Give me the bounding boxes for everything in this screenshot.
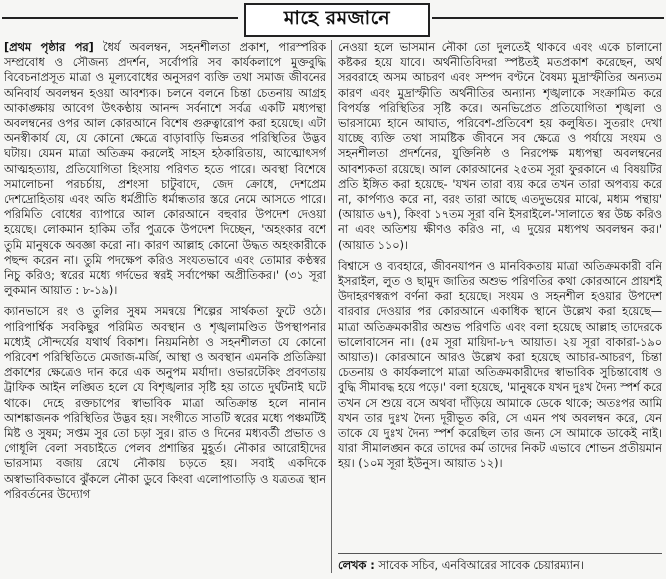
paragraph-text: নেওয়া হলে ভাসমান নৌকা তো দুলতেই থাকবে এবং একে চালানো কষ্টকর হয়ে যাবে। অর্থনীতিবিদরা স্পষ্টতই মতপ্রকাশ করেছেন, অর্থ সরবরাহে অসম আচরণ এবং সম্পদ বণ্টনে বৈষম্য মুদ্রাস্ফীতির অন্যতম কারণ এবং মুদ্রাস্ফীতি অর্থনীতির অন্যান্য শৃঙ্খলাকে সংক্রামিত করে বিপর্যস্ত পরিস্থিতির সৃষ্টি করে। অনভিপ্রেত প্রতিযোগিতা শৃঙ্খলা ও ভারসাম্যে হানে আঘাত, পরিবেশ-প্রতিবেশ হয় কলুষিত। সুতরাং দেখা যাচ্ছে ব্যক্তি তথা সামষ্টিক জীবনে সব ক্ষেত্রে ও পর্যায়ে সংযম ও সহনশীলতা প্রদর্শনের, যুক্তিনিষ্ঠ ও নিরপেক্ষ মধ্যপন্থা অবলম্বনের আবশ্যকতা রয়েছে। আল কোরআনের ২৫তম সূরা ফুরকানে এ বিষয়টির প্রতি ইঙ্গিত করা হয়েছে- 'যখন তারা ব্যয় করে তখন তারা অপব্যয় করে না, কার্পণ্যও করে না, বরং তারা আছে এতদুভয়ের মাঝে, মধ্যম পন্থায়' (আয়াত ৬৭), কিংবা ১৭তম সূরা বনি ইসরাইলে-'সালাতে স্বর উচ্চ করিও না এবং অতিশয় ক্ষীণও করিও না, এ দুয়ের মধ্যপথ অবলম্বন কর।' (আয়াত ১১০)। <box>338 41 662 252</box>
header-rule-left <box>2 17 238 19</box>
page-header <box>0 0 666 36</box>
column-divider <box>331 40 332 573</box>
header-rule-right <box>432 17 664 19</box>
article-paragraph <box>4 304 326 502</box>
paragraph-text: বিশ্বাসে ও ব্যবহারে, জীবনযাপন ও মানবিকতায় মাত্রা অতিক্রমকারী বনি ইসরাইল, লুত ও ছামুদ জাতির অশুভ পরিণতির কথা কোরআনে প্রায়শই উদাহরণস্বরূপ বর্ণনা করা হয়েছে। সংযম ও সহনশীল হওয়ার উপদেশ বারবার দেওয়ার পর কোরআনে একাধিক স্থানে উল্লেখ করা হয়েছে— মাত্রা অতিক্রমকারীর অশুভ পরিণতি এবং বলা হয়েছে আল্লাহ তাদেরকে ভালোবাসেন না। (৫ম সূরা মায়িদা-৮৭ আয়াত। ২য় সূরা বাকারা-১৯০ আয়াত)। কোরআনে আরও উল্লেখ করা হয়েছে আচার-আচরণ, চিন্তা চেতনায় ও কার্যকলাপে মাত্রা অতিক্রমকারীদের স্বাভাবিক সুচিন্তাবোধ ও বুদ্ধি সীমাবদ্ধ হয়ে পড়ে।' বলা হয়েছে, 'মানুষকে যখন দুঃখ দৈন্য স্পর্শ করে তখন সে শুয়ে বসে অথবা দাঁড়িয়ে আমাকে ডেকে থাকে; অতঃপর আমি যখন তার দুঃখ দৈন্য দূরীভূত করি, সে এমন পথ অবলম্বন করে, যেন তাকে যে দুঃখ দৈন্য স্পর্শ করেছিল তার জন্য সে আমাকে ডাকেই নাই। যারা সীমালঙ্ঘন করে তাদের কর্ম তাদের নিকট এভাবে শোভন প্রতীয়মান হয়। (১০ম সূরা ইউনুস। আয়াত ১২)। <box>338 259 662 471</box>
author-byline <box>338 556 662 576</box>
article-paragraph <box>338 40 662 253</box>
byline-rule <box>338 553 662 554</box>
article-paragraph <box>4 40 326 298</box>
paragraph-text: ক্যানভাসে রং ও তুলির সুষম সমন্বয়ে শিল্পের সার্থকতা ফুটে ওঠে। পারিপার্শ্বিক সবকিছুর পরিমিত অবস্থান ও শৃঙ্খলামণ্ডিত উপস্থাপনার মধ্যেই সৌন্দর্যের যথার্থ বিকাশ। নিয়মনিষ্ঠা ও সহনশীলতা যে কোনো পরিবেশ পরিস্থিতিতে মেজাজ-মর্জি, আস্থা ও অবস্থান এমনকি প্রতিক্রিয়া প্রকাশের ক্ষেত্রেও দান করে এক অনুপম মর্যাদা। ওভারটেকিং প্রবণতায় ট্রাফিক আইন লঙ্ঘিত হলে যে বিশৃঙ্খলার সৃষ্টি হয় তাতে দুর্ঘটনাই ঘটে থাকে। দেহে রক্তচাপের স্বাভাবিক মাত্রা অতিক্রান্ত হলে নানান আশঙ্কাজনক পরিস্থিতির উদ্ভব হয়। সংগীতে সাতটি স্বরের মধ্যে পঞ্চমটিই মিষ্ট ও সুষম; সপ্তম সুর তো চড়া সুর। রাত ও দিনের মধ্যবর্তী প্রভাত ও গোধূলি বেলা সবচাইতে পেলব প্রশান্তির মুহূর্ত। নৌকার আরোহীদের ভারসাম্য বজায় রেখে নৌকায় চড়তে হয়। সবাই একদিকে অস্বাভাবিকভাবে ঝুঁকলে নৌকা ডুবে কিংবা এলোপাতাড়ি ও যত্রতত্র স্থান পরিবর্তনের উদ্যোগ <box>4 305 326 501</box>
byline-label: লেখক : <box>338 559 375 572</box>
byline-text: সাবেক সচিব, এনবিআরের সাবেক চেয়ারম্যান। <box>378 559 584 572</box>
article-paragraph <box>338 259 662 472</box>
article-column-right <box>338 40 662 555</box>
article-column-left <box>4 40 326 577</box>
page-title: মাহে রমজানে <box>244 3 430 37</box>
paragraph-text: ধৈর্য অবলম্বন, সহনশীলতা প্রকাশ, পারস্পরিক সম্প্রবোধ ও সৌজন্য প্রদর্শন, সর্বোপরি সব কার্যকলাপে মুক্তবুদ্ধি বিবেচনাপ্রসূত মাত্রা ও মূল্যবোধের অনুসরণ ব্যক্তি তথা সমাজ জীবনের অনিবার্য অবলম্বন হওয়া আবশ্যক। চলনে বলনে চিন্তা চেতনায় আগ্রহ আকাঙ্ক্ষায় আবেগ উৎকণ্ঠায় আনন্দ সর্বনাশে সর্বত্র একটি মধ্যপন্থা অবলম্বনের ওপর আল কোরআনে বিশেষ গুরুত্বারোপ করা হয়েছে। এটা অনস্বীকার্য যে, যে কোনো ক্ষেত্রে বাড়াবাড়ি ভিন্নতর পরিস্থিতির উদ্ভব ঘটায়। যেমন মাত্রা অতিক্রম করলেই সাহস হঠকারিতায়, আত্মোৎসর্গ আত্মহত্যায়, প্রতিযোগিতা হিংসায় পরিণত হতে পারে। অবস্থা বিশেষে সমালোচনা পরচর্চায়, প্রশংসা চাটুবাদে, জেদ ক্রোধে, দেশপ্রেম দেশদ্রোহিতায় এবং অতি ধর্মপ্রীতি ধর্মান্ধতার স্তরে নেমে আসতে পারে। পরিমিতি বোধের ব্যাপারে আল কোরআনে বহুবার উপদেশ দেওয়া হয়েছে। লোকমান হাকিম তাঁর পুত্রকে উপদেশ দিচ্ছেন, 'অহংকার বশে তুমি মানুষকে অবজ্ঞা করো না। কারণ আল্লাহ কোনো উদ্ধত অহংকারীকে পছন্দ করেন না। তুমি পদক্ষেপ করিও সংযতভাবে এবং তোমার কণ্ঠস্বর নিচু করিও; স্বরের মধ্যে গর্দভের স্বরই সর্বাপেক্ষা অপ্রীতিকর।' (৩১ সূরা লুকমান আয়াত : ৮-১৯)। <box>4 41 326 298</box>
continuation-label: [প্রথম পৃষ্ঠার পর] <box>4 41 94 54</box>
